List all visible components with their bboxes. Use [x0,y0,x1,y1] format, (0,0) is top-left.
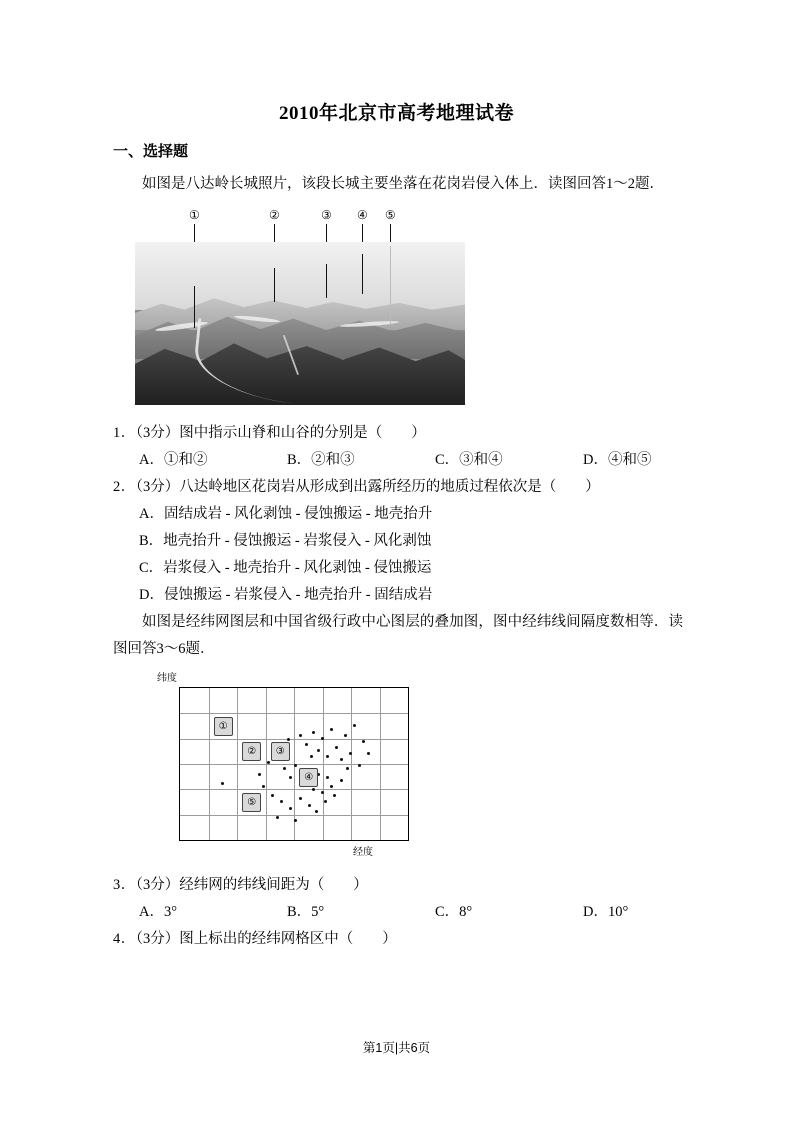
photo-sky-layer [135,242,465,310]
question-4-number: 4． [113,931,136,947]
question-1-option-c[interactable]: C．③和④ [435,452,503,468]
question-2 [113,474,683,501]
question-3 [113,872,683,899]
question-1-option-b[interactable]: B．②和③ [287,452,355,468]
grid-cell-mark: ⑤ [242,793,261,812]
photo-leader-2-lower [274,268,275,302]
photo-label-3: ③ [321,208,332,222]
capital-city-dot [317,749,320,752]
photo-leader-3-lower [326,264,327,298]
capital-city-dot [326,755,329,758]
photo-label-1: ① [189,208,200,222]
capital-city-dot [358,764,361,767]
grid-cell-mark: ③ [271,742,290,761]
question-3-option-a[interactable]: A．3° [139,904,178,920]
question-3-options [113,899,683,926]
question-4 [113,926,683,953]
capital-city-dot [315,810,318,813]
grid-cell-mark: ② [242,742,261,761]
question-2-text: 八达岭地区花岗岩从形成到出露所经历的地质过程依次是（ ） [179,479,600,495]
question-3-option-c[interactable]: C．8° [435,904,473,920]
photo-label-2: ② [269,208,280,222]
grid-cell-mark: ① [214,717,233,736]
capital-city-dot [299,734,302,737]
photo-label-row [135,208,465,242]
question-1 [113,420,683,447]
capital-city-dot [340,758,343,761]
question-2-option-a[interactable]: A．固结成岩 - 风化剥蚀 - 侵蚀搬运 - 地壳抬升 [139,506,433,522]
capital-city-dot [344,734,347,737]
question-1-text: 图中指示山脊和山谷的分别是（ ） [179,425,426,441]
grid-x-axis-label: 经度 [353,847,373,858]
question-3-score: （3分） [135,877,180,893]
grid-y-axis-label: 纬度 [157,673,177,684]
grid-plot-area [179,687,409,841]
question-3-option-d[interactable]: D．10° [583,904,629,920]
page-content [113,140,683,953]
question-4-score: （3分） [135,931,180,947]
capital-city-dot [308,804,311,807]
grid-cell-mark: ④ [299,768,318,787]
question-4-text: 图上标出的经纬网格区中（ ） [179,931,397,947]
badaling-great-wall-photo [135,208,465,408]
capital-city-dot [367,752,370,755]
photo-leader-1-lower [194,286,195,328]
capital-city-dot [294,819,297,822]
capital-city-dot [312,731,315,734]
photo-label-5: ⑤ [385,208,396,222]
question-2-score: （3分） [135,479,180,495]
capital-city-dot [310,755,313,758]
photo-image [135,242,465,405]
intro-paragraph-2: 如图是经纬网图层和中国省级行政中心图层的叠加图，图中经纬线间隔度数相等．读图回答3～6题． [113,614,683,657]
photo-leader-4-lower [362,254,363,294]
question-2-number: 2． [113,479,136,495]
capital-city-dot [340,779,343,782]
photo-label-4: ④ [357,208,368,222]
capital-city-dot [258,773,261,776]
capital-city-dot [349,752,352,755]
question-1-option-a[interactable]: A．①和② [139,452,208,468]
page-title: 2010年北京市高考地理试卷 [278,103,514,124]
capital-city-dot [283,767,286,770]
question-1-option-d[interactable]: D．④和⑤ [583,452,652,468]
question-1-options [113,447,683,474]
question-1-score: （3分） [135,425,180,441]
section-heading: 一、选择题 [113,143,189,160]
page-footer: 第1页|共6页 [362,1041,431,1055]
capital-city-dot [335,746,338,749]
question-3-option-b[interactable]: B．5° [287,904,325,920]
question-2-option-b[interactable]: B．地壳抬升 - 侵蚀搬运 - 岩浆侵入 - 风化剥蚀 [139,533,432,549]
photo-leader-5-lower [390,246,391,324]
capital-city-dot [267,761,270,764]
capital-city-dot [294,764,297,767]
question-2-option-d[interactable]: D．侵蚀搬运 - 岩浆侵入 - 地壳抬升 - 固结成岩 [139,587,433,603]
question-3-number: 3． [113,877,136,893]
question-2-option-c[interactable]: C．岩浆侵入 - 地壳抬升 - 风化剥蚀 - 侵蚀搬运 [139,560,432,576]
question-3-text: 经纬网的纬线间距为（ ） [179,877,368,893]
lat-lon-grid-figure [157,673,437,863]
question-1-number: 1． [113,425,136,441]
intro-paragraph-1: 如图是八达岭长城照片，该段长城主要坐落在花岗岩侵入体上．读图回答1～2题． [142,176,664,192]
capital-city-dot [276,816,279,819]
